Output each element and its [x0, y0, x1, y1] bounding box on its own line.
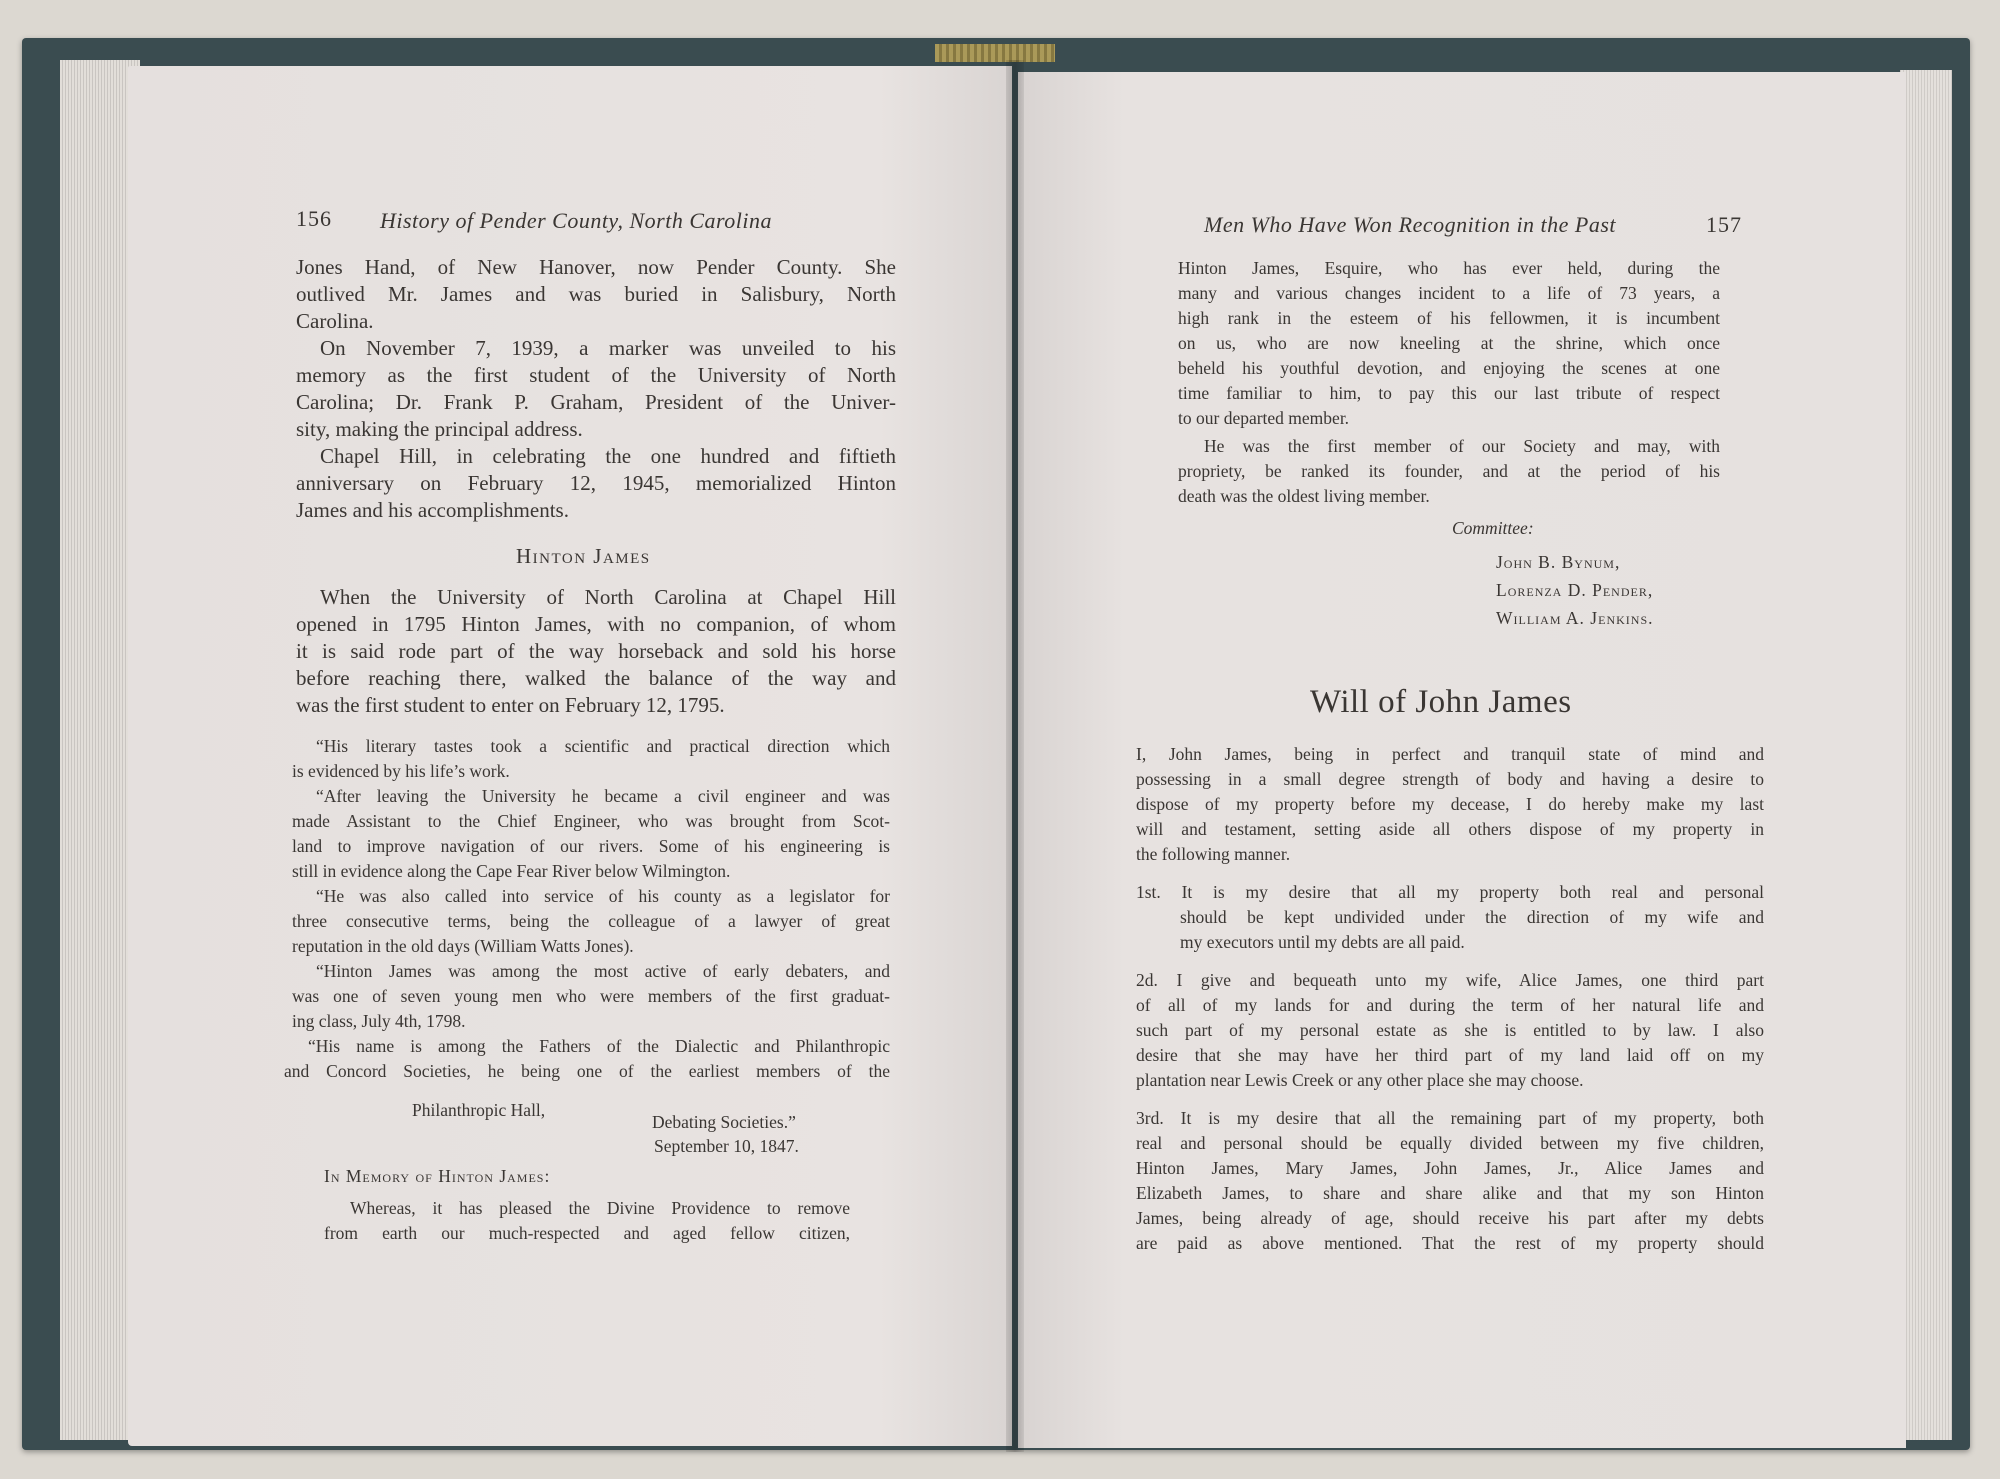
will-line: will and testament, setting aside all others dispose of my property in	[1136, 819, 1764, 839]
quote-line: “His literary tastes took a scientific and practical direction which	[316, 736, 890, 756]
left-page	[128, 66, 1012, 1446]
committee-member: Lorenza D. Pender,	[1496, 580, 1654, 600]
will-line: James, being already of age, should receive his part after my debts	[1136, 1208, 1764, 1228]
resolution-line: beheld his youthful devotion, and enjoying the scenes at one	[1178, 358, 1720, 378]
will-line: plantation near Lewis Creek or any other place she may choose.	[1136, 1070, 1584, 1090]
quote-line: land to improve navigation of our rivers. Some of his engineering is	[292, 836, 890, 856]
quote-line: ing class, July 4th, 1798.	[292, 1011, 466, 1031]
quote-line: was one of seven young men who were members of the first graduat-	[292, 986, 890, 1006]
text-line: outlived Mr. James and was buried in Salisbury, North	[296, 282, 896, 306]
quote-line: and Concord Societies, he being one of the earliest members of the	[284, 1061, 890, 1081]
resolution-line: death was the oldest living member.	[1178, 486, 1430, 506]
will-line: 3rd. It is my desire that all the remaining part of my property, both	[1136, 1108, 1764, 1128]
committee-label: Committee:	[1452, 518, 1534, 538]
quote-date: September 10, 1847.	[654, 1136, 799, 1156]
resolution-line: many and various changes incident to a life of 73 years, a	[1178, 283, 1720, 303]
text-line: it is said rode part of the way horseback and sold his horse	[296, 639, 896, 663]
resolution-line: Hinton James, Esquire, who has ever held, during the	[1178, 258, 1720, 278]
resolution-line: time familiar to him, to pay this our last tribute of respect	[1178, 383, 1720, 403]
section-heading-hinton-james: Hinton James	[516, 544, 651, 568]
spine-headband	[935, 44, 1055, 62]
page-number-right: 157	[1706, 212, 1742, 237]
text-line: Carolina.	[296, 309, 374, 333]
will-line: desire that she may have her third part of my land laid off on my	[1136, 1045, 1764, 1065]
will-line: I, John James, being in perfect and tranquil state of mind and	[1136, 744, 1764, 764]
will-line: such part of my personal estate as she is entitled to by law. I also	[1136, 1020, 1764, 1040]
page-number-left: 156	[296, 206, 332, 231]
will-line: 1st. It is my desire that all my property both real and personal	[1136, 882, 1764, 902]
quote-line: “His name is among the Fathers of the Dialectic and Philanthropic	[308, 1036, 890, 1056]
text-line: On November 7, 1939, a marker was unveiled to his	[320, 336, 896, 360]
will-line: should be kept undivided under the direction of my wife and	[1180, 907, 1764, 927]
quote-line: still in evidence along the Cape Fear River below Wilmington.	[292, 861, 731, 881]
text-line: was the first student to enter on February 12, 1795.	[296, 693, 725, 717]
text-line: When the University of North Carolina at Chapel Hill	[320, 585, 896, 609]
text-line: memory as the first student of the University of North	[296, 363, 896, 387]
will-line: 2d. I give and bequeath unto my wife, Alice James, one third part	[1136, 970, 1764, 990]
will-line: Elizabeth James, to share and share alike and that my son Hinton	[1136, 1183, 1764, 1203]
will-line: of all of my lands for and during the term of her natural life and	[1136, 995, 1764, 1015]
quote-line: “Hinton James was among the most active of early debaters, and	[316, 961, 890, 981]
page-edges-right	[1900, 70, 1952, 1440]
quote-line: made Assistant to the Chief Engineer, who was brought from Scot-	[292, 811, 890, 831]
resolution-line: to our departed member.	[1178, 408, 1350, 428]
text-line: Jones Hand, of New Hanover, now Pender County. She	[296, 255, 896, 279]
memory-heading: In Memory of Hinton James:	[324, 1166, 551, 1186]
resolution-line: propriety, be ranked its founder, and at the period of his	[1178, 461, 1720, 481]
will-line: my executors until my debts are all paid.	[1180, 932, 1465, 952]
will-line: Hinton James, Mary James, John James, Jr., Alice James and	[1136, 1158, 1764, 1178]
quote-line: is evidenced by his life’s work.	[292, 761, 510, 781]
will-line: dispose of my property before my decease, I do hereby make my last	[1136, 794, 1764, 814]
resolution-line: high rank in the esteem of his fellowmen, it is incumbent	[1178, 308, 1720, 328]
text-line: before reaching there, walked the balance of the way and	[296, 666, 896, 690]
philanthropic-hall: Philanthropic Hall,	[412, 1100, 546, 1120]
right-page	[1018, 72, 1906, 1448]
text-line: anniversary on February 12, 1945, memorialized Hinton	[296, 471, 896, 495]
text-line: Chapel Hill, in celebrating the one hundred and fiftieth	[320, 444, 896, 468]
book-gutter	[1006, 60, 1024, 1452]
quote-line: “After leaving the University he became a civil engineer and was	[316, 786, 890, 806]
whereas-line: from earth our much-respected and aged fellow citizen,	[324, 1223, 850, 1243]
committee-member: John B. Bynum,	[1496, 552, 1621, 572]
text-line: Carolina; Dr. Frank P. Graham, President of the Univer-	[296, 390, 896, 414]
will-line: real and personal should be equally divided between my five children,	[1136, 1133, 1764, 1153]
resolution-line: on us, who are now kneeling at the shrine, which once	[1178, 333, 1720, 353]
committee-member: William A. Jenkins.	[1496, 608, 1654, 628]
will-line: are paid as above mentioned. That the rest of my property should	[1136, 1233, 1764, 1253]
quote-line: “He was also called into service of his county as a legislator for	[316, 886, 890, 906]
quote-line: reputation in the old days (William Watts Jones).	[292, 936, 634, 956]
whereas-line: Whereas, it has pleased the Divine Providence to remove	[350, 1198, 850, 1218]
resolution-line: He was the first member of our Society and may, with	[1204, 436, 1720, 456]
running-head-right: Men Who Have Won Recognition in the Past	[1204, 212, 1617, 237]
quote-line: three consecutive terms, being the colleague of a lawyer of great	[292, 911, 890, 931]
will-line: the following manner.	[1136, 844, 1291, 864]
text-line: James and his accomplishments.	[296, 498, 569, 522]
text-line: opened in 1795 Hinton James, with no companion, of whom	[296, 612, 896, 636]
will-title: Will of John James	[1310, 684, 1572, 720]
will-line: possessing in a small degree strength of body and having a desire to	[1136, 769, 1764, 789]
text-line: sity, making the principal address.	[296, 417, 583, 441]
debating-societies: Debating Societies.”	[652, 1112, 796, 1132]
running-head-left: History of Pender County, North Carolina	[380, 208, 772, 233]
